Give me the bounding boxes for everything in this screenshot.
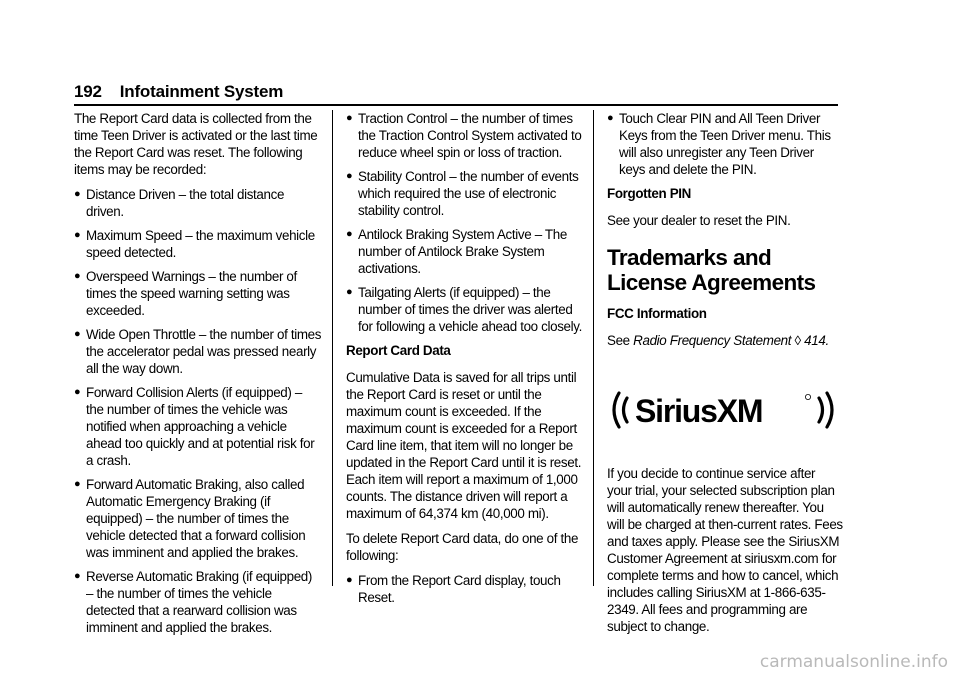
page-ref-number: 414. — [804, 333, 829, 348]
list-item: ● Touch Clear PIN and All Teen Driver Keys from the Teen Driver menu. This will also unregister any Teen Driver keys and delete the PIN. — [607, 111, 831, 177]
forgotten-pin-paragraph: See your dealer to reset the PIN. — [607, 213, 791, 228]
bullet-icon: ● — [74, 328, 81, 340]
watermark: carmanualsonline.info — [759, 652, 948, 672]
section-title: Infotainment System — [119, 82, 284, 101]
bullet-icon: ● — [607, 112, 614, 124]
forgotten-pin-subheading: Forgotten PIN — [607, 186, 691, 201]
list-item: ● Maximum Speed – the maximum vehicle speed detected. — [74, 228, 315, 260]
cumulative-data-paragraph: Cumulative Data is saved for all trips until the Report Card is reset or until the maximum count is exceeded. If the maximum count is exceeded for a Report Card line item, that item will no longer be updated in the Report Card until it is reset. Each item will report a maximum of 1,000 counts. The distance driven will report a maximum of 64,374 km (40,000 mi). — [346, 370, 582, 521]
column-1 — [74, 110, 322, 643]
list-item: ● Reverse Automatic Braking (if equipped) – the number of times the vehicle detected that a rearward collision was imminent and applied the brakes. — [74, 569, 313, 635]
bullet-icon: ● — [346, 170, 353, 182]
list-item: ● Tailgating Alerts (if equipped) – the number of times the driver was alerted for following a vehicle ahead too closely. — [346, 285, 582, 334]
see-prefix: See — [607, 333, 630, 348]
list-item: ● From the Report Card display, touch Reset. — [346, 573, 561, 605]
bullet-icon: ● — [74, 188, 81, 200]
page-number: 192 — [74, 82, 102, 101]
subscription-paragraph: If you decide to continue service after your trial, your selected subscription plan will automatically renew thereafter. You will be charged at then-current rates. Fees and taxes apply. Please see the SiriusXM Customer Agreement at siriusxm.com for complete terms and how to cancel, which includes calling SiriusXM at 1-866-635-2349. All fees and programming are subject to change. — [607, 466, 843, 634]
radio-frequency-link[interactable]: Radio Frequency Statement — [633, 333, 792, 348]
header-rule — [74, 104, 838, 106]
bullet-icon: ● — [346, 112, 353, 124]
delete-data-paragraph: To delete Report Card data, do one of the following: — [346, 531, 579, 563]
list-item: ● Distance Driven – the total distance driven. — [74, 187, 285, 219]
column-divider-1 — [332, 110, 333, 586]
list-item: ● Forward Automatic Braking, also called Automatic Emergency Braking (if equipped) – the number of times the vehicle detected that a forward collision was imminent and applied the brakes. — [74, 477, 306, 560]
bullet-icon: ● — [346, 228, 353, 240]
bullet-icon: ● — [346, 286, 353, 298]
page-ref-arrow-icon: ◊ — [794, 333, 801, 348]
column-3 — [607, 110, 843, 643]
siriusxm-logo — [607, 385, 843, 435]
fcc-reference — [607, 332, 843, 349]
fcc-subheading: FCC Information — [607, 306, 707, 321]
page-header — [74, 80, 283, 104]
report-card-items-list — [74, 186, 322, 636]
bullet-icon: ● — [74, 229, 81, 241]
list-item: ● Forward Collision Alerts (if equipped) – the number of times the vehicle was notified when approaching a vehicle ahead too quickly and at potential risk for a crash. — [74, 385, 315, 468]
list-item: ● Traction Control – the number of times the Traction Control System activated to reduce wheel spin or loss of traction. — [346, 111, 582, 160]
logo-wordmark: SiriusXM — [635, 393, 763, 429]
bullet-icon: ● — [74, 478, 81, 490]
column-divider-2 — [593, 110, 594, 586]
list-item: ● Antilock Braking System Active – The number of Antilock Brake System activations. — [346, 227, 567, 276]
bullet-icon: ● — [74, 270, 81, 282]
column-2 — [346, 110, 584, 613]
trademarks-heading: Trademarks and License Agreements — [607, 245, 816, 295]
list-item: ● Stability Control – the number of events which required the use of electronic stability control. — [346, 169, 579, 218]
intro-paragraph: The Report Card data is collected from the time Teen Driver is activated or the last time the Report Card was reset. The following items may be recorded: — [74, 111, 318, 177]
siriusxm-logo-graphic — [607, 385, 839, 435]
bullet-icon: ● — [74, 570, 81, 582]
bullet-icon: ● — [74, 386, 81, 398]
list-item: ● Wide Open Throttle – the number of times the accelerator pedal was pressed nearly all the way down. — [74, 327, 322, 376]
report-card-data-subheading: Report Card Data — [346, 343, 451, 358]
list-item: ● Overspeed Warnings – the number of times the speed warning setting was exceeded. — [74, 269, 297, 318]
bullet-icon: ● — [346, 574, 353, 586]
